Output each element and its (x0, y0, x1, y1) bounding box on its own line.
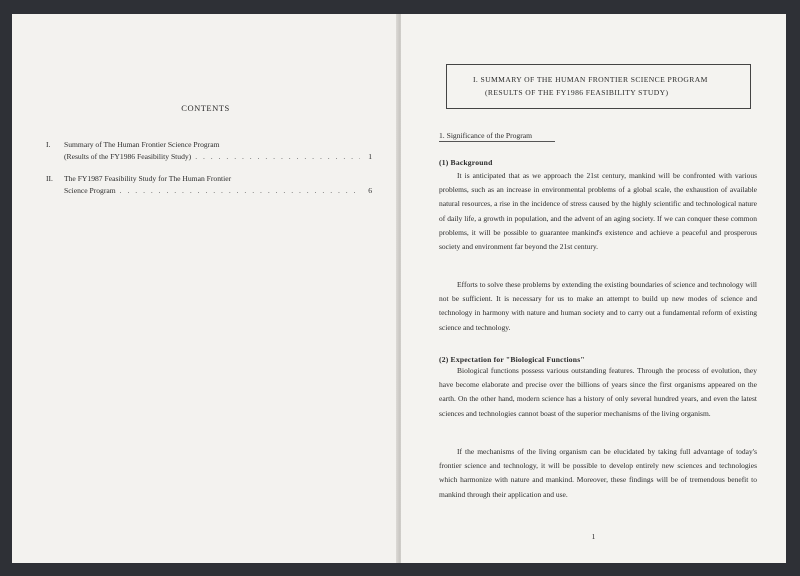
paragraph: It is anticipated that as we approach the 21st century, mankind will be confronted with various problems, such as an increase in environmental problems of a global scale, the exhaustion of available natural resources, a rise in the incidence of stress caused by the highly scientific and technological nature of daily life, a growth in population, and the advent of an aging society. If we can conquer these common problems, it will be possible to guarantee mankind's existence and achieve a peaceful and prosperous society and environment far beyond the 21st century. (439, 171, 757, 252)
contents-title: CONTENTS (181, 103, 230, 113)
chapter-subtitle-line: (RESULTS OF THE FY1986 FEASIBILITY STUDY) (485, 88, 669, 97)
paragraph: Biological functions possess various outstanding features. Through the process of evolution, they have become elaborate and precise over the billions of years since the first organisms appeared on the earth. On the other hand, modern science has a history of only several hundred years, and even the latest sciences and technologies cannot boast of the superior mechanisms of the living organism. (439, 366, 757, 418)
page-number: 1 (591, 532, 596, 541)
toc-page-number: 6 (368, 186, 372, 195)
toc-title-line: The FY1987 Feasibility Study for The Human Frontier (64, 174, 232, 183)
toc-title-line: Summary of The Human Frontier Science Program (64, 140, 220, 149)
leader-dots (195, 151, 360, 163)
toc-entry-2 (46, 173, 372, 197)
subsection-heading-background: (1) Background (439, 158, 493, 167)
subsection-heading-biological-functions: (2) Expectation for "Biological Functions" (439, 355, 585, 364)
leader-dots (120, 185, 360, 197)
toc-entry-1 (46, 139, 372, 163)
toc-title-line: (Results of the FY1986 Feasibility Study) (64, 152, 192, 161)
toc-number: I. (46, 140, 51, 149)
right-page (401, 14, 786, 563)
toc-number: II. (46, 174, 53, 183)
chapter-title-box (446, 64, 751, 109)
toc-title-line: Science Program (64, 186, 116, 195)
paragraph: If the mechanisms of the living organism can be elucidated by taking full advantage of today's frontier science and technology, it will be possible to develop entirely new sciences and technologies which harmonize with nature and mankind. Moreover, these findings will be of tremendous benefit to mankind through their application and use. (439, 447, 757, 499)
paragraph: Efforts to solve these problems by extending the existing boundaries of science and technology will not be sufficient. It is necessary for us to make an attempt to build up new modes of science and technology in harmony with nature and human society and to carry out a fundamental reform of existing science and technology. (439, 280, 757, 332)
toc-page-number: 1 (368, 152, 372, 161)
chapter-title-line: I. SUMMARY OF THE HUMAN FRONTIER SCIENCE PROGRAM (473, 75, 708, 84)
left-page (12, 14, 399, 563)
section-heading: 1. Significance of the Program (439, 131, 555, 142)
